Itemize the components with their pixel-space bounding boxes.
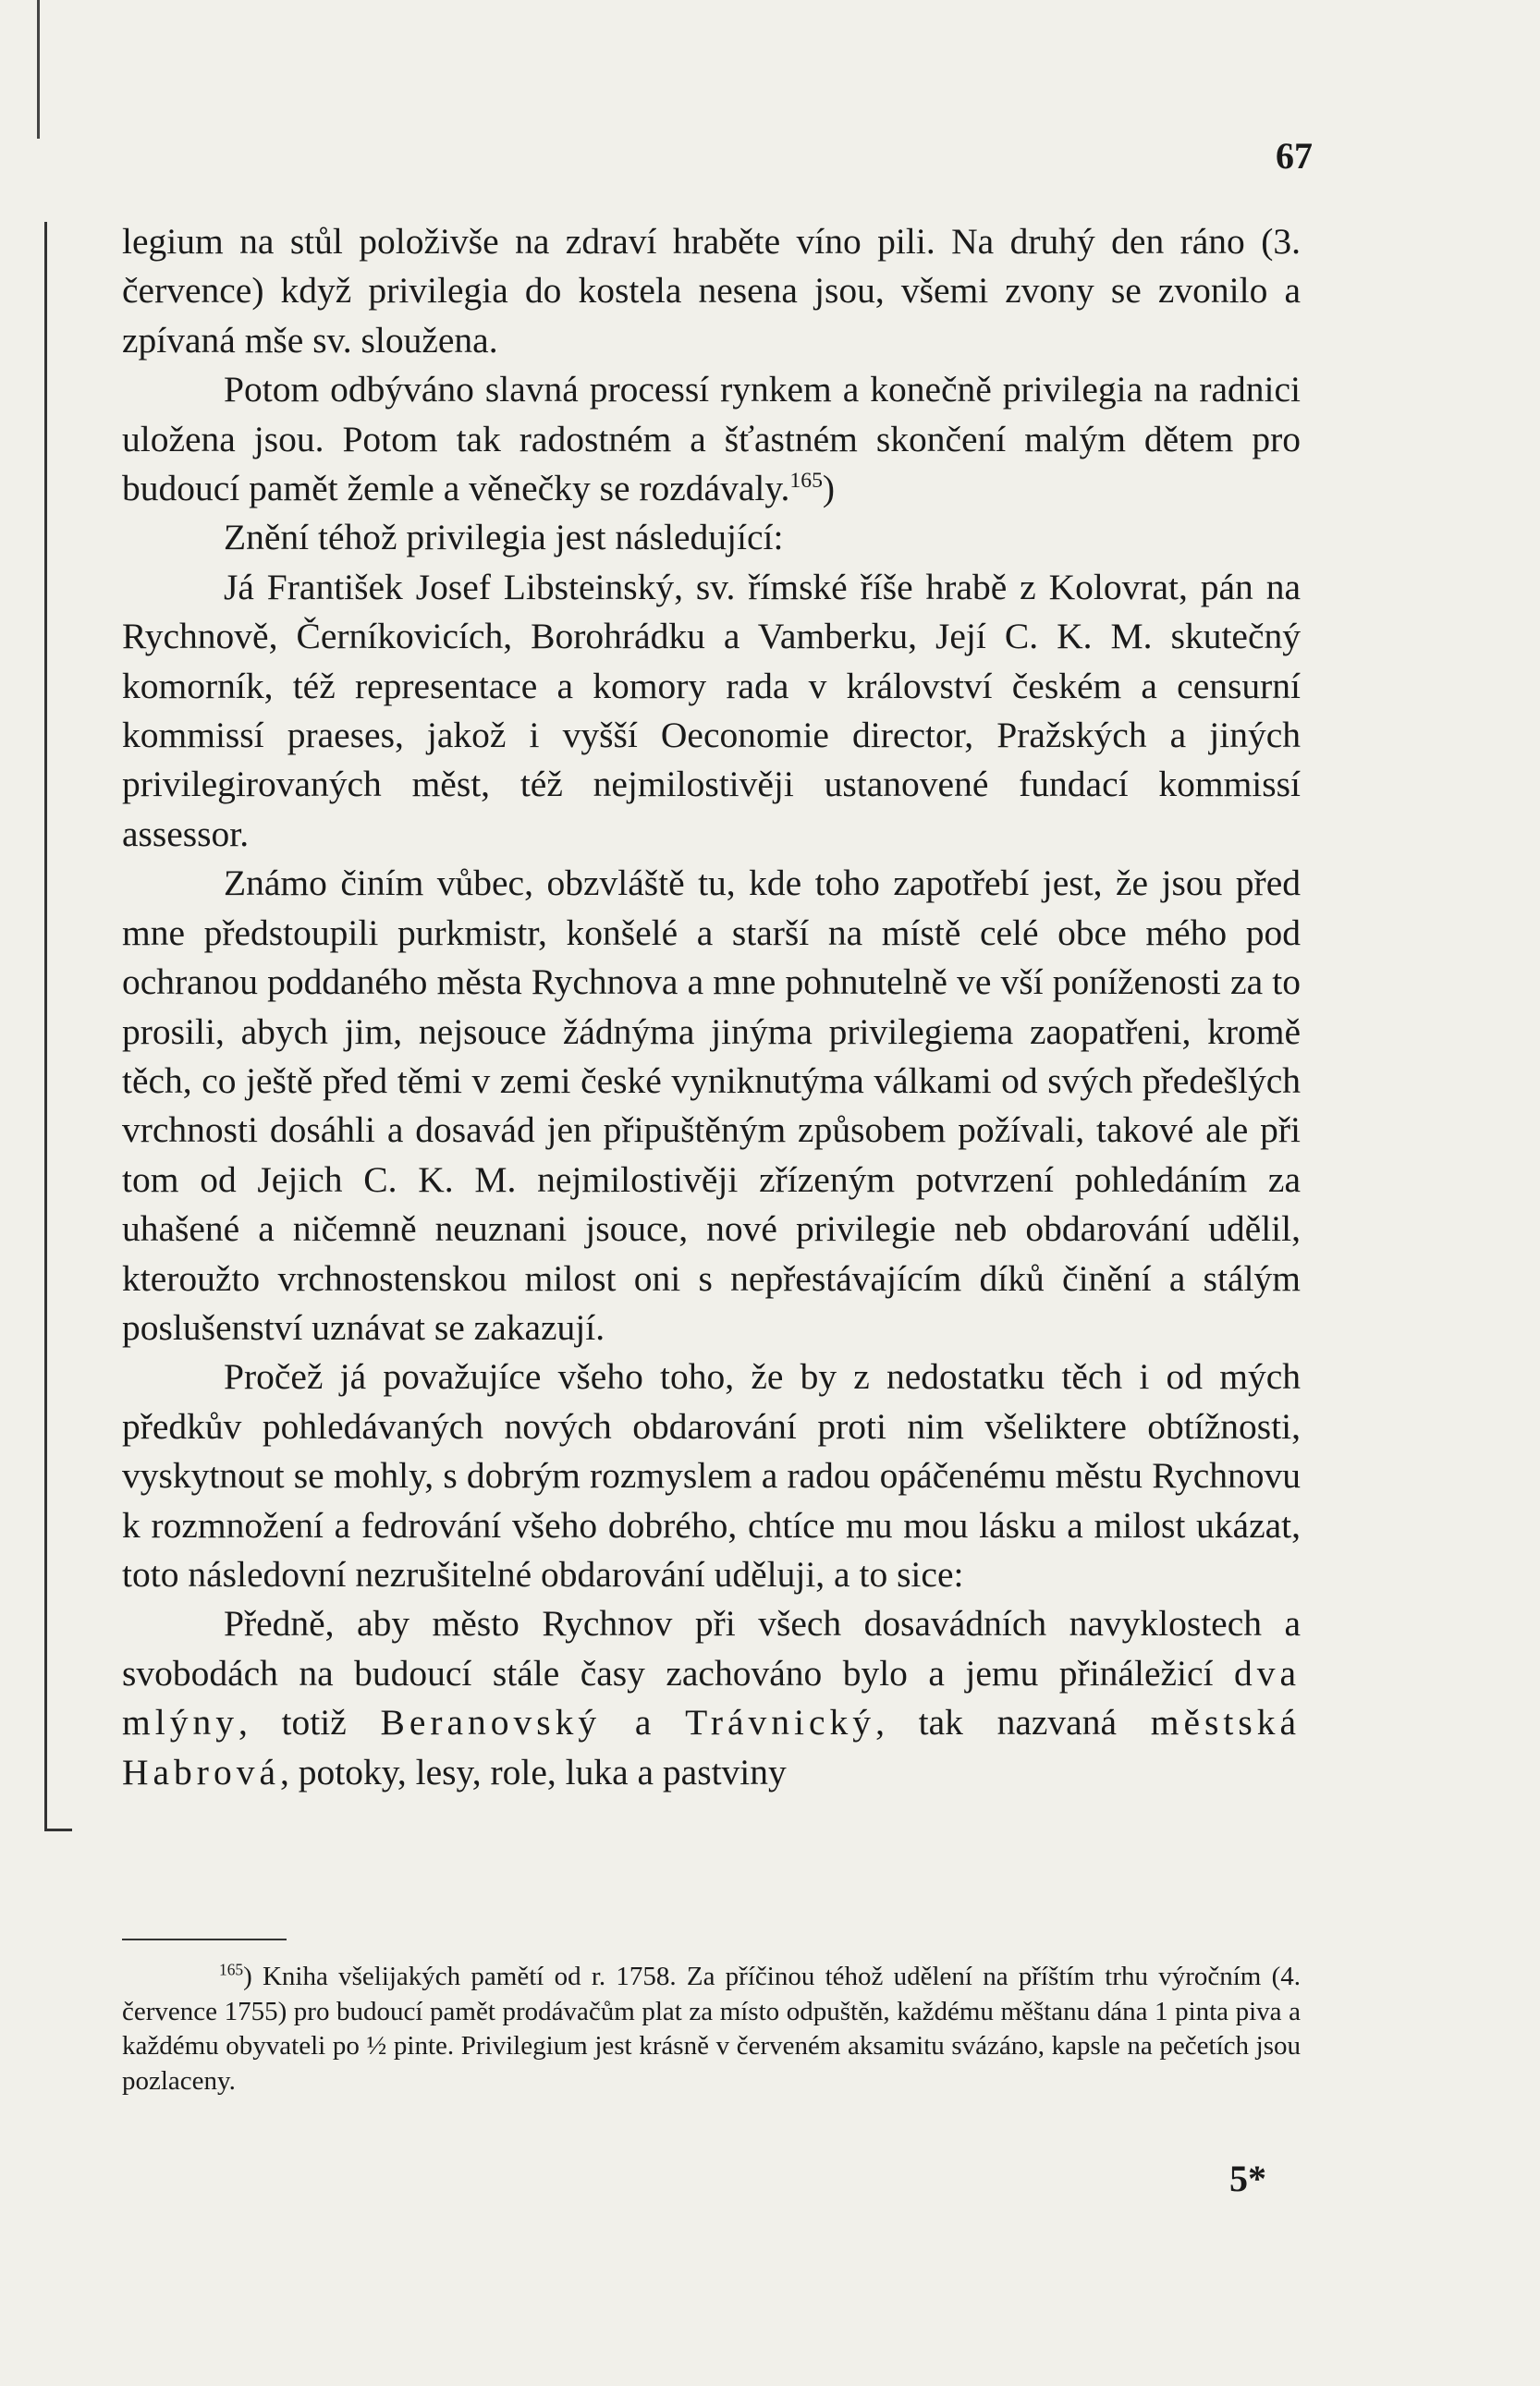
paragraph: Předně, aby město Rychnov při všech dosavádních navyklostech a svobodách na budoucí stále časy zachováno bylo a jemu přináležicí dva mlýny, totiž Beranovský a Trávnický, tak nazvaná městská Habrová, potoky, lesy, role, luka a pastviny xyxy=(122,1603,1301,1793)
spaced-emphasis: Trávnický xyxy=(685,1702,876,1744)
footnotes xyxy=(122,1960,1301,2098)
footnote-divider xyxy=(122,1939,287,1940)
footnote: $^{165}$) Kniha všelijakých pamětí od r. 1758. Za příčinou téhož udělení na příštím trhu výročním (4. července 1755) pro budoucí pamět prodávačům plat za místo odpuštěn, každému měštanu dána 1 pinta piva a každému obyvateli po ½ pinte. Privilegium jest krásně v červeném aksamitu svázáno, kapsle na pečetích jsou pozlaceny. xyxy=(122,1960,1301,2096)
paragraph: Já František Josef Libsteinský, sv. římské říše hrabě z Kolovrat, pán na Rychnově, Černíkovicích, Borohrádku a Vamberku, Její C. K. M. skutečný komorník, též representace a komory rada v království českém a censurní kommissí praeses, jakož i vyšší Oeconomie director, Pražských a jiných privilegirovaných měst, též nejmilostivěji ustanovené fundací kommissí assessor. xyxy=(122,566,1301,854)
page-number: 67 xyxy=(1276,135,1313,177)
paragraph: Potom odbýváno slavná processí rynkem a konečně privilegia na radnici uložena jsou. Potom tak radostném a šťastném skončení malým dětem pro budoucí pamět žemle a věnečky se rozdávaly.$^{165}$) xyxy=(122,369,1301,509)
paragraph: legium na stůl položivše na zdraví hraběte víno pili. Na druhý den ráno (3. července) když privilegia do kostela nesena jsou, všemi zvony se zvonilo a zpívaná mše sv. sloužena. xyxy=(122,221,1301,361)
paragraph: Pročež já považujíce všeho toho, že by z nedostatku těch i od mých předkův pohledávaných nových obdarování proti nim všeliktere obtížnosti, vyskytnout se mohly, s dobrým rozmyslem a radou opáčenému městu Rychnovu k rozmnožení a fedrování všeho dobrého, chtíce mu mou lásku a milost ukázat, toto následovní nezrušitelné obdarování uděluji, a to sice: xyxy=(122,1356,1301,1595)
spaced-emphasis: městská Habrová xyxy=(122,1702,1301,1793)
body-text xyxy=(122,217,1301,1797)
spaced-emphasis: Beranovský xyxy=(380,1702,602,1744)
signature-mark: 5* xyxy=(1229,2158,1266,2199)
spaced-emphasis: dva mlýny xyxy=(122,1652,1301,1744)
scan-edge-tick xyxy=(44,1829,72,1831)
scan-edge-line xyxy=(44,222,47,1830)
footnote-reference: 165 xyxy=(789,468,823,493)
footnote-number: 165 xyxy=(219,1960,244,1979)
paragraph: Známo činím vůbec, obzvláště tu, kde toho zapotřebí jest, že jsou před mne předstoupili purkmistr, konšelé a starší na místě celé obce mého pod ochranou poddaného města Rychnova a mne pohnutelně ve vší poníženosti za to prosili, abych jim, nejsouce žádnýma jinýma privilegiema zaopatřeni, kromě těch, co ještě před těmi v zemi české vyniknutýma válkami od svých předešlých vrchnosti dosáhli a dosavád jen připuštěným způsobem požívali, takové ale při tom od Jejich C. K. M. nejmilostivěji zřízeným potvrzení pohledáním za uhašené a ničemně neuznani jsouce, nové privilegie neb obdarování udělil, kteroužto vrchnostenskou milost oni s nepřestávajícím díků činění a stálým poslušenství uznávat se zakazují. xyxy=(122,863,1301,1348)
fraction: ½ xyxy=(366,2031,387,2061)
scan-edge-line-top xyxy=(37,0,40,139)
paragraph: Znění téhož privilegia jest následující: xyxy=(224,517,784,558)
